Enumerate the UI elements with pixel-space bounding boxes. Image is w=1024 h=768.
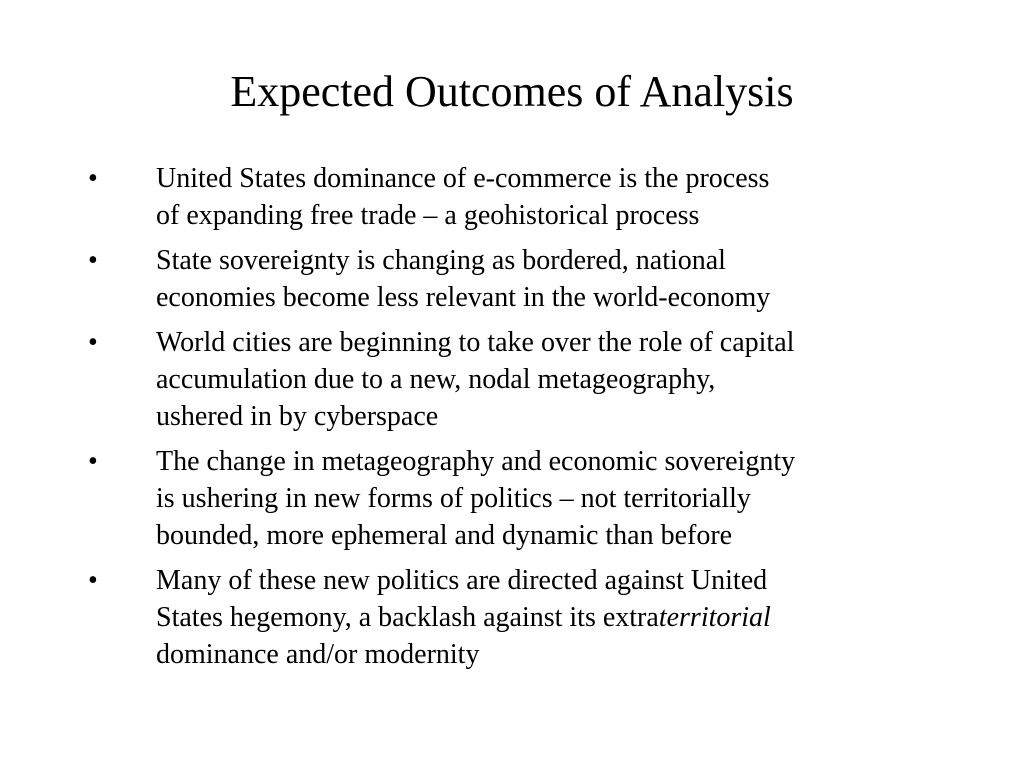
bullet-line: economies become less relevant in the world-economy — [156, 282, 771, 313]
slide-title: Expected Outcomes of Analysis — [230, 67, 794, 116]
bullet-text — [156, 242, 946, 316]
bullet-marker: • — [88, 327, 98, 358]
bullet-marker: • — [88, 245, 98, 276]
bullet-text — [156, 562, 946, 673]
bullet-line: Many of these new politics are directed against United — [156, 565, 768, 596]
bullet-line: ushered in by cyberspace — [156, 401, 439, 432]
bullet-marker: • — [88, 565, 98, 596]
bullet-text — [156, 324, 946, 435]
bullet-line: United States dominance of e-commerce is the process — [156, 163, 770, 194]
bullet-item — [0, 443, 946, 554]
bullet-line: accumulation due to a new, nodal metageography, — [156, 364, 716, 395]
bullet-list — [0, 160, 1024, 681]
bullet-item — [0, 160, 946, 234]
bullet-item — [0, 324, 946, 435]
bullet-line-italic: territorial — [658, 602, 771, 633]
bullet-marker: • — [88, 446, 98, 477]
bullet-line-plain: States hegemony, a backlash against its extra — [156, 602, 659, 633]
bullet-line: bounded, more ephemeral and dynamic than before — [156, 520, 733, 551]
bullet-line: dominance and/or modernity — [156, 639, 480, 670]
bullet-text — [156, 443, 946, 554]
bullet-line: is ushering in new forms of politics – not territorially — [156, 483, 751, 514]
bullet-line: of expanding free trade – a geohistorical process — [156, 200, 700, 231]
bullet-line: World cities are beginning to take over the role of capital — [156, 327, 795, 358]
bullet-item — [0, 562, 946, 673]
bullet-marker: • — [88, 163, 98, 194]
bullet-text — [156, 160, 946, 234]
bullet-line: The change in metageography and economic sovereignty — [156, 446, 796, 477]
bullet-item — [0, 242, 946, 316]
bullet-line — [156, 599, 946, 636]
bullet-line: State sovereignty is changing as bordered, national — [156, 245, 726, 276]
